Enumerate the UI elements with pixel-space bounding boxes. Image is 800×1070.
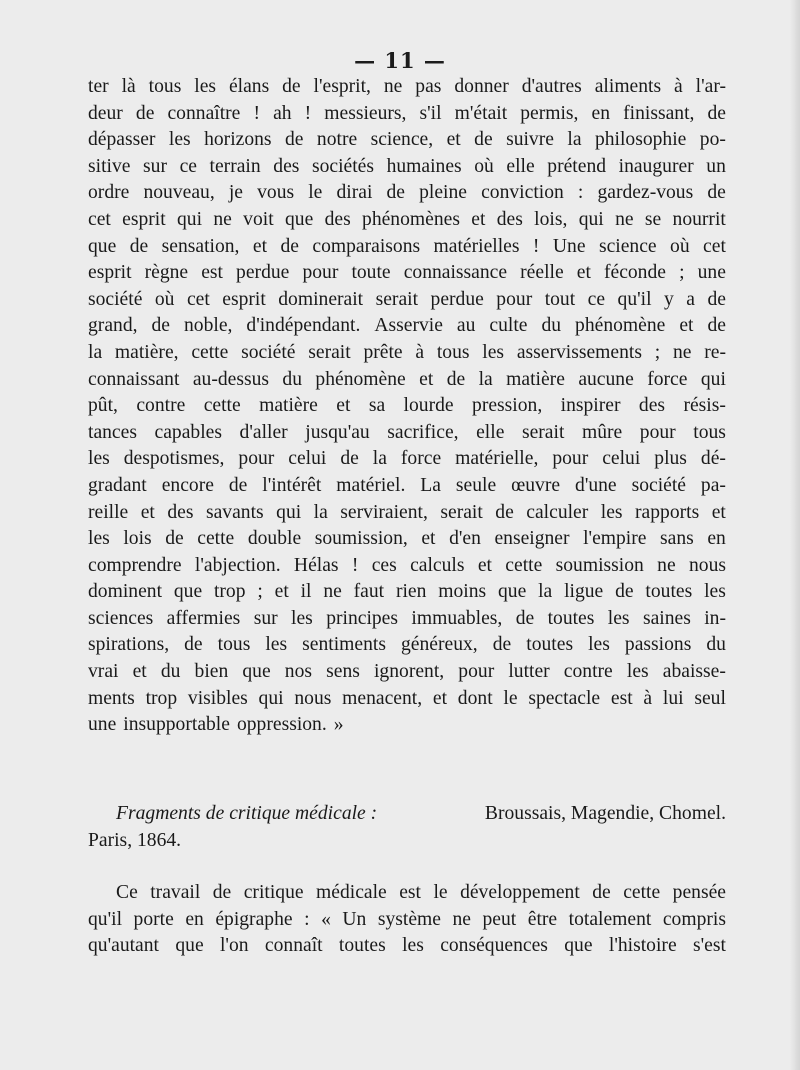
text-line: qu'il porte en épigraphe : « Un système ne peut être totalement compris	[88, 908, 726, 930]
paragraph-commentary	[88, 880, 726, 960]
text-line: ter là tous les élans de l'esprit, ne pas donner d'autres aliments à l'ar-	[88, 76, 726, 97]
text-line: que de sensation, et de comparaisons matérielles ! Une science où cet	[88, 235, 726, 257]
reference-place-date-line	[88, 828, 726, 855]
reference-title-line	[88, 801, 726, 828]
reference-place-date: Paris, 1864.	[88, 829, 182, 851]
text-line: les despotismes, pour celui de la force matérielle, pour celui plus dé-	[88, 448, 726, 470]
text-line: pût, contre cette matière et sa lourde pression, inspirer des résis-	[88, 395, 726, 417]
page-edge-shadow	[790, 0, 800, 1070]
text-line: une insupportable oppression. »	[88, 714, 344, 736]
paragraph-quote-ending	[88, 74, 726, 739]
paragraph-book-reference	[88, 801, 726, 854]
text-line: qu'autant que l'on connaît toutes les conséquences que l'histoire s'est	[88, 935, 726, 957]
text-line: société où cet esprit dominerait serait perdue pour tout ce qu'il y a de	[88, 288, 726, 310]
text-line: Ce travail de critique médicale est le développement de cette pensée	[116, 882, 726, 903]
text-line: gradant encore de l'intérêt matériel. La seule œuvre d'une société pa-	[88, 474, 726, 496]
text-line: connaissant au-dessus du phénomène et de la matière aucune force qui	[88, 368, 726, 390]
text-line: la matière, cette société serait prête à tous les asservissements ; ne re-	[88, 341, 726, 363]
text-line: grand, de noble, d'indépendant. Asservie au culte du phénomène et de	[88, 315, 726, 337]
text-line: comprendre l'abjection. Hélas ! ces calculs et cette soumission ne nous	[88, 554, 726, 576]
text-line: cet esprit qui ne voit que des phénomènes et des lois, qui ne se nourrit	[88, 208, 726, 230]
text-line: sitive sur ce terrain des sociétés humaines où elle prétend inaugurer un	[88, 155, 726, 177]
text-line: les lois de cette double soumission, et d'en enseigner l'empire sans en	[88, 528, 726, 550]
page-number: — 11 —	[354, 48, 446, 73]
text-line: esprit règne est perdue pour toute connaissance réelle et féconde ; une	[88, 262, 726, 284]
text-line: dominent que trop ; et il ne faut rien moins que la ligue de toutes les	[88, 581, 726, 603]
text-line: deur de connaître ! ah ! messieurs, s'il m'était permis, en finissant, de	[88, 102, 726, 124]
reference-title-italic: Fragments de critique médicale :	[116, 803, 378, 824]
text-line: spirations, de tous les sentiments généreux, de toutes les passions du	[88, 634, 726, 656]
text-line: ordre nouveau, je vous le dirai de pleine conviction : gardez-vous de	[88, 182, 726, 204]
text-line: tances capables d'aller jusqu'au sacrifice, elle serait mûre pour tous	[88, 421, 726, 443]
text-line: dépasser les horizons de notre science, et de suivre la philosophie po-	[88, 129, 726, 151]
reference-authors: Broussais, Magendie, Chomel.	[484, 803, 726, 824]
text-line: reille et des savants qui la serviraient, serait de calculer les rapports et	[88, 501, 726, 523]
text-line: sciences affermies sur les principes immuables, de toutes les saines in-	[88, 607, 726, 629]
text-line: ments trop visibles qui nous menacent, et dont le spectacle est à lui seul	[88, 687, 726, 709]
text-line: vrai et du bien que nos sens ignorent, pour lutter contre les abaisse-	[88, 661, 726, 683]
